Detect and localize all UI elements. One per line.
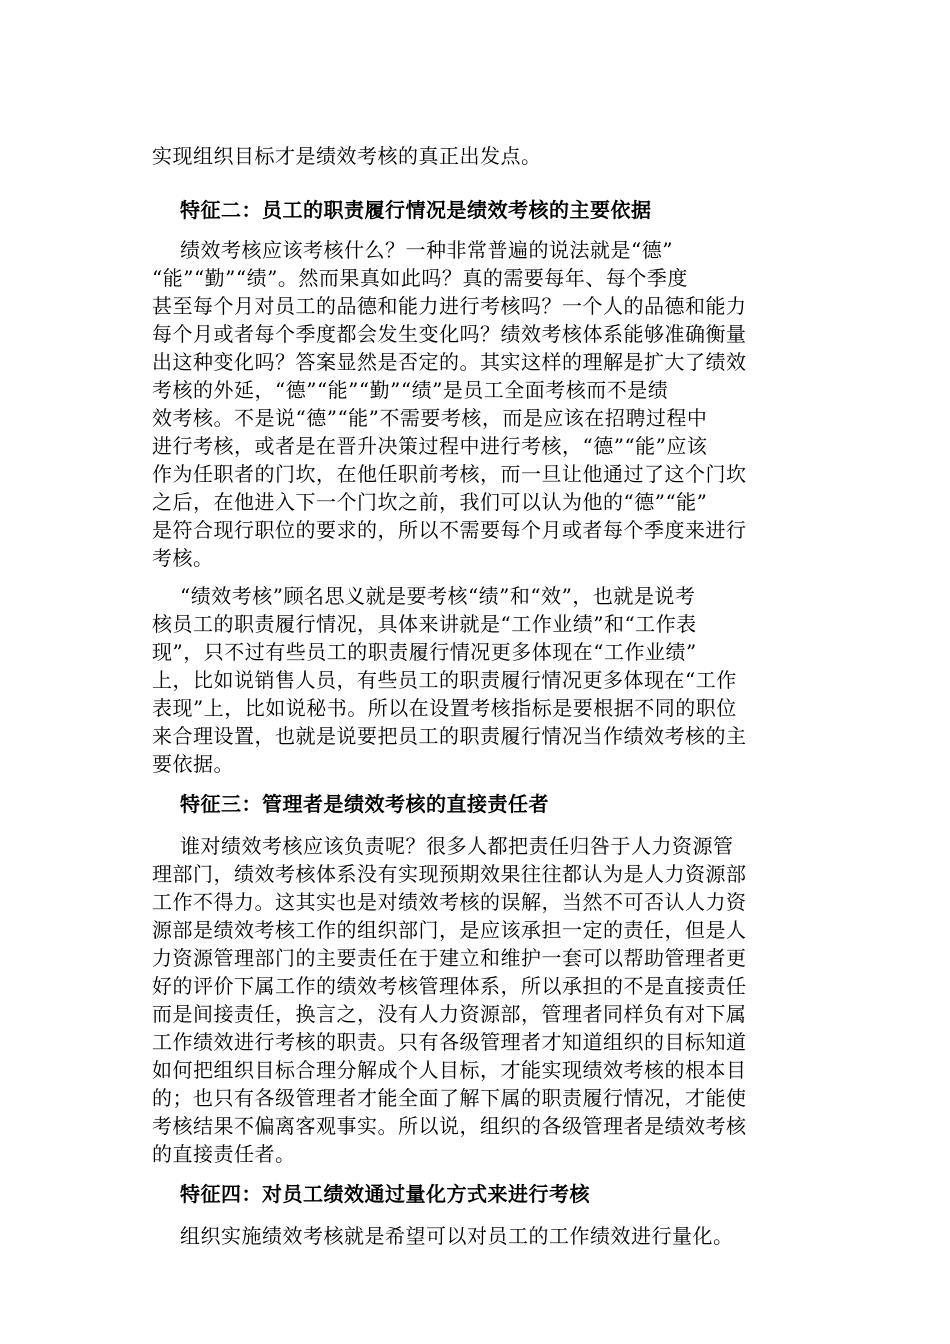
text-line: 如何把组织目标合理分解成个人目标，才能实现绩效考核的根本目	[152, 1058, 747, 1082]
text-line: “绩效考核”顾名思义就是要考核“绩”和“效”，也就是说考	[180, 584, 696, 608]
text-line: 的直接责任者。	[152, 1142, 296, 1166]
text-line: 甚至每个月对员工的品德和能力进行考核吗？一个人的品德和能力	[152, 294, 747, 318]
text-line: 来合理设置，也就是说要把员工的职责履行情况当作绩效考核的主	[152, 724, 747, 748]
text-line: 作为任职者的门坎，在他任职前考核，而一旦让他通过了这个门坎	[152, 462, 747, 486]
text-line: 表现”上，比如说秘书。所以在设置考核指标是要根据不同的职位	[152, 696, 737, 720]
section-heading: 特征二：员工的职责履行情况是绩效考核的主要依据	[180, 198, 652, 222]
text-line: 要依据。	[152, 752, 234, 776]
text-line: 谁对绩效考核应该负责呢？很多人都把责任归咎于人力资源管	[180, 834, 734, 858]
text-line: 组织实施绩效考核就是希望可以对员工的工作绩效进行量化。	[180, 1224, 734, 1248]
text-line: 理部门，绩效考核体系没有实现预期效果往往都认为是人力资源部	[152, 862, 747, 886]
text-line: 考核的外延，“德”“能”“勤”“绩”是员工全面考核而不是绩	[152, 378, 669, 402]
section-heading: 特征三：管理者是绩效考核的直接责任者	[180, 792, 549, 816]
text-line: 考核。	[152, 546, 214, 570]
text-line: 效考核。不是说“德”“能”不需要考核，而是应该在招聘过程中	[152, 406, 708, 430]
text-line: 上，比如说销售人员，有些员工的职责履行情况更多体现在“工作	[152, 668, 737, 692]
text-line: 每个月或者每个季度都会发生变化吗？绩效考核体系能够准确衡量	[152, 322, 747, 346]
text-line: 实现组织目标才是绩效考核的真正出发点。	[152, 144, 542, 168]
text-line: “能”“勤”“绩”。然而果真如此吗？真的需要每年、每个季度	[152, 266, 688, 290]
text-line: 之后，在他进入下一个门坎之前，我们可以认为他的“德”“能”	[152, 490, 708, 514]
text-line: 的；也只有各级管理者才能全面了解下属的职责履行情况，才能使	[152, 1086, 747, 1110]
text-line: 进行考核，或者是在晋升决策过程中进行考核，“德”“能”应该	[152, 434, 708, 458]
text-line: 考核结果不偏离客观事实。所以说，组织的各级管理者是绩效考核	[152, 1114, 747, 1138]
text-line: 源部是绩效考核工作的组织部门，是应该承担一定的责任，但是人	[152, 918, 747, 942]
text-line: 现”，只不过有些员工的职责履行情况更多体现在“工作业绩”	[152, 640, 697, 664]
text-line: 好的评价下属工作的绩效考核管理体系，所以承担的不是直接责任	[152, 974, 747, 998]
text-line: 绩效考核应该考核什么？一种非常普遍的说法就是“德”	[180, 238, 673, 262]
text-line: 力资源管理部门的主要责任在于建立和维护一套可以帮助管理者更	[152, 946, 747, 970]
text-line: 核员工的职责履行情况，具体来讲就是“工作业绩”和“工作表	[152, 612, 697, 636]
text-line: 而是间接责任，换言之，没有人力资源部，管理者同样负有对下属	[152, 1002, 747, 1026]
section-heading: 特征四：对员工绩效通过量化方式来进行考核	[180, 1182, 590, 1206]
text-line: 是符合现行职位的要求的，所以不需要每个月或者每个季度来进行	[152, 518, 747, 542]
text-line: 出这种变化吗？答案显然是否定的。其实这样的理解是扩大了绩效	[152, 350, 747, 374]
text-line: 工作不得力。这其实也是对绩效考核的误解，当然不可否认人力资	[152, 890, 747, 914]
text-line: 工作绩效进行考核的职责。只有各级管理者才知道组织的目标知道	[152, 1030, 747, 1054]
